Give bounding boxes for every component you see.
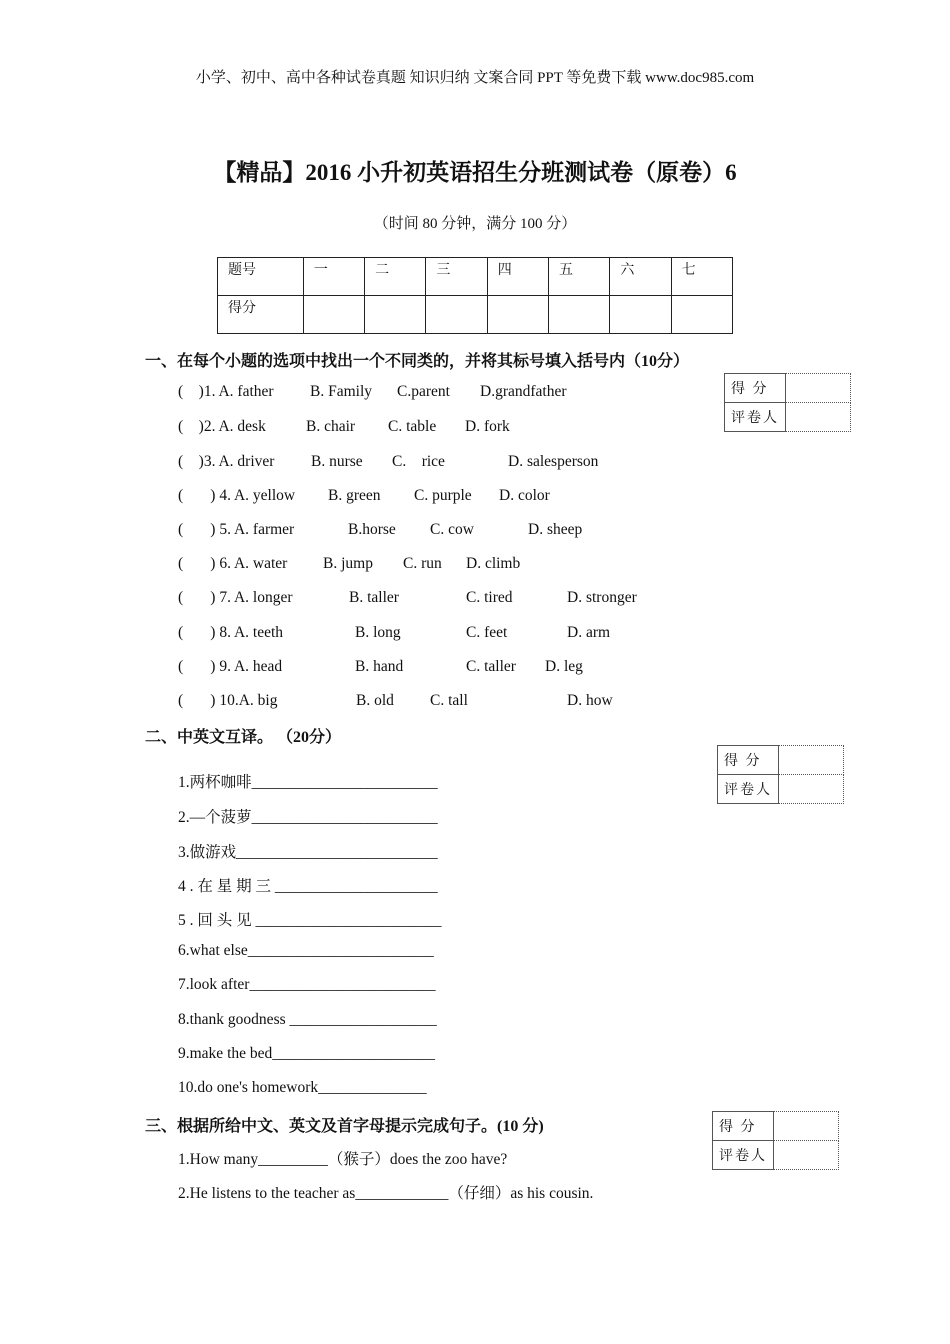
option-b: B. nurse <box>311 453 363 470</box>
translation-item[interactable]: 4 . 在 星 期 三 _____________________ <box>178 878 438 895</box>
score-cell-blank[interactable] <box>365 296 426 334</box>
question-number-and-option-a[interactable]: ( ) 10.A. big <box>178 692 278 709</box>
score-cell-blank[interactable] <box>549 296 610 334</box>
option-d: D. climb <box>466 555 521 572</box>
option-c: C. purple <box>414 487 472 504</box>
option-c: C. rice <box>392 453 445 470</box>
question-number-and-option-a[interactable]: ( ) 4. A. yellow <box>178 487 296 504</box>
sentence-item[interactable]: 1.How many_________（猴子）does the zoo have? <box>178 1151 508 1168</box>
option-d: D. salesperson <box>508 453 599 470</box>
question-number-and-option-a[interactable]: ( ) 6. A. water <box>178 555 288 572</box>
grader-blank[interactable] <box>786 403 851 432</box>
score-cell-blank[interactable] <box>303 296 364 334</box>
option-c: C. taller <box>466 658 516 675</box>
score-table-header-row <box>218 258 733 296</box>
option-b: B.horse <box>348 521 396 538</box>
score-table-cell: 四 <box>487 258 548 296</box>
option-d: D. fork <box>465 418 510 435</box>
score-table-cell: 题号 <box>218 258 304 296</box>
question-number-and-option-a[interactable]: ( )1. A. father <box>178 383 274 400</box>
grader-label: 评卷人 <box>725 403 786 432</box>
option-c: C. run <box>403 555 442 572</box>
section2-heading: 二、中英文互译。 （20分） <box>145 729 342 746</box>
option-c: C. tall <box>430 692 468 709</box>
question-number-and-option-a[interactable]: ( ) 5. A. farmer <box>178 521 295 538</box>
grader-box-3 <box>712 1111 839 1170</box>
translation-item[interactable]: 7.look after________________________ <box>178 976 436 993</box>
score-blank[interactable] <box>774 1112 839 1141</box>
score-blank[interactable] <box>786 374 851 403</box>
score-label: 得 分 <box>725 374 786 403</box>
page-title: 【精品】2016 小升初英语招生分班测试卷（原卷）6 <box>213 160 737 185</box>
translation-item[interactable]: 9.make the bed_____________________ <box>178 1045 436 1062</box>
score-label: 得 分 <box>713 1112 774 1141</box>
option-c: C. table <box>388 418 437 435</box>
score-table-cell: 一 <box>303 258 364 296</box>
score-cell-blank[interactable] <box>671 296 732 334</box>
grader-label: 评卷人 <box>713 1141 774 1170</box>
grader-blank[interactable] <box>779 775 844 804</box>
section1-heading: 一、在每个小题的选项中找出一个不同类的，并将其标号填入括号内（10分） <box>145 353 690 370</box>
question-number-and-option-a[interactable]: ( )3. A. driver <box>178 453 275 470</box>
score-cell-blank[interactable] <box>610 296 671 334</box>
option-d: D. arm <box>567 624 611 641</box>
option-c: C.parent <box>397 383 450 400</box>
translation-item[interactable]: 3.做游戏__________________________ <box>178 844 438 861</box>
question-number-and-option-a[interactable]: ( ) 8. A. teeth <box>178 624 284 641</box>
option-b: B. long <box>355 624 401 641</box>
sentence-item[interactable]: 2.He listens to the teacher as____________（仔细）as his cousin. <box>178 1185 594 1202</box>
option-c: C. cow <box>430 521 474 538</box>
option-b: B. Family <box>310 383 373 400</box>
exam-subtitle: （时间 80 分钟，满分 100 分） <box>373 216 577 232</box>
translation-item[interactable]: 6.what else________________________ <box>178 942 434 959</box>
score-table-cell: 三 <box>426 258 487 296</box>
score-cell-blank[interactable] <box>426 296 487 334</box>
score-table <box>217 257 733 334</box>
question-number-and-option-a[interactable]: ( ) 7. A. longer <box>178 589 293 606</box>
option-b: B. green <box>328 487 381 504</box>
score-table-score-row <box>218 296 733 334</box>
translation-item[interactable]: 2.—个菠萝________________________ <box>178 809 438 826</box>
option-c: C. feet <box>466 624 508 641</box>
translation-item[interactable]: 8.thank goodness ___________________ <box>178 1011 437 1028</box>
question-number-and-option-a[interactable]: ( ) 9. A. head <box>178 658 283 675</box>
option-b: B. old <box>356 692 394 709</box>
section3-heading: 三、根据所给中文、英文及首字母提示完成句子。(10 分) <box>145 1118 544 1135</box>
option-d: D. stronger <box>567 589 637 606</box>
option-d: D. sheep <box>528 521 583 538</box>
translation-item[interactable]: 10.do one's homework______________ <box>178 1079 427 1096</box>
option-d: D.grandfather <box>480 383 567 400</box>
question-number-and-option-a[interactable]: ( )2. A. desk <box>178 418 266 435</box>
option-c: C. tired <box>466 589 513 606</box>
score-table-cell: 五 <box>549 258 610 296</box>
option-d: D. color <box>499 487 550 504</box>
option-b: B. chair <box>306 418 356 435</box>
score-table-cell: 得分 <box>218 296 304 334</box>
score-cell-blank[interactable] <box>487 296 548 334</box>
page-header: 小学、初中、高中各种试卷真题 知识归纳 文案合同 PPT 等免费下载 www.doc985.com <box>195 70 755 86</box>
grader-blank[interactable] <box>774 1141 839 1170</box>
option-b: B. taller <box>349 589 399 606</box>
translation-item[interactable]: 1.两杯咖啡________________________ <box>178 774 438 791</box>
translation-item[interactable]: 5 . 回 头 见 ________________________ <box>178 912 442 929</box>
score-table-cell: 二 <box>365 258 426 296</box>
option-b: B. hand <box>355 658 404 675</box>
score-blank[interactable] <box>779 746 844 775</box>
grader-box-1 <box>724 373 851 432</box>
option-d: D. how <box>567 692 613 709</box>
score-table-cell: 六 <box>610 258 671 296</box>
option-b: B. jump <box>323 555 373 572</box>
grader-box-2 <box>717 745 844 804</box>
option-d: D. leg <box>545 658 583 675</box>
score-label: 得 分 <box>718 746 779 775</box>
grader-label: 评卷人 <box>718 775 779 804</box>
score-table-cell: 七 <box>671 258 732 296</box>
